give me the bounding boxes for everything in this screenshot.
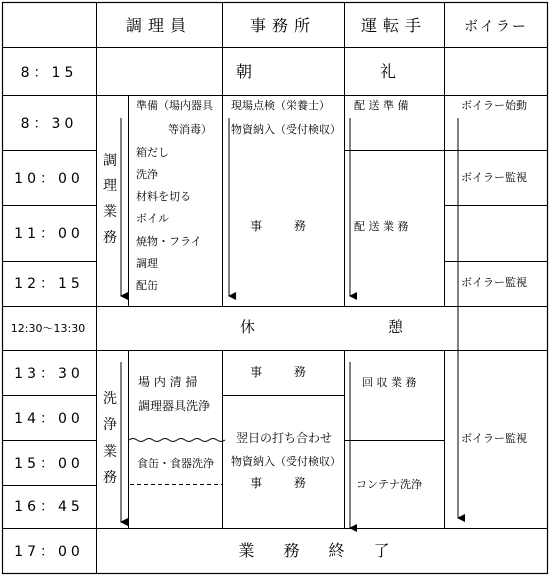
time-label: 14：00 — [14, 411, 84, 427]
header-cook: 調理員 — [125, 16, 193, 35]
cook-wash-label: 浄 — [103, 417, 117, 433]
cook-task: 準備（場内器具 — [136, 99, 213, 112]
morning-assembly-b: 礼 — [380, 62, 397, 81]
cook-wash-label: 務 — [103, 470, 117, 486]
driver-task: 回 収 業 務 — [362, 376, 417, 389]
cook-task: 調理 — [136, 257, 158, 270]
break-a: 休 — [240, 318, 256, 336]
time-label: 12：15 — [14, 276, 84, 292]
cook-task: 調理器具洗浄 — [138, 399, 211, 413]
driver-task: コンテナ洗浄 — [356, 478, 422, 491]
office-task: 事 務 — [250, 476, 320, 490]
time-label: 16：45 — [14, 499, 84, 515]
office-task: 事 務 — [250, 365, 320, 379]
driver-task: 配 送 準 備 — [354, 99, 409, 112]
driver-task: 配 送 業 務 — [354, 220, 409, 233]
cook-task: 配缶 — [136, 279, 158, 292]
cook-work-label: 務 — [103, 230, 117, 246]
cook-work-label: 業 — [103, 204, 117, 220]
time-label: 17：00 — [14, 544, 84, 560]
time-label: 8：15 — [20, 65, 78, 81]
office-task: 翌日の打ち合わせ — [235, 431, 333, 445]
cook-task: 食缶・食器洗浄 — [137, 457, 214, 470]
time-label: 13：30 — [14, 366, 84, 382]
time-label: 15：00 — [14, 456, 84, 472]
time-label: 8：30 — [20, 116, 78, 132]
work-end: 業 務 終 了 — [238, 541, 402, 560]
header-office: 事務所 — [249, 16, 317, 35]
header-boiler: ボイラー — [464, 19, 528, 35]
office-task: 物資納入（受付検収） — [231, 123, 341, 136]
cook-task: 材料を切る — [136, 190, 191, 203]
cook-wash-label: 洗 — [103, 391, 117, 407]
boiler-task: ボイラー監視 — [461, 171, 527, 184]
boiler-task: ボイラー始動 — [461, 99, 527, 112]
cook-work-label: 理 — [103, 178, 117, 194]
cook-task: 箱だし — [136, 146, 169, 159]
cook-task: 場 内 清 掃 — [138, 375, 198, 389]
cook-task: 等消毒） — [168, 123, 212, 136]
office-task: 現場点検（栄養士） — [231, 99, 330, 112]
cook-task: ボイル — [136, 212, 169, 225]
cook-work-label: 調 — [103, 153, 117, 169]
time-label: 11：00 — [14, 226, 84, 242]
cook-wash-label: 業 — [103, 444, 117, 460]
office-task: 事 務 — [250, 219, 320, 233]
cook-task: 洗浄 — [136, 168, 158, 181]
office-task: 物資納入（受付検収） — [231, 455, 341, 468]
time-label: 12:30～13:30 — [10, 322, 86, 335]
boiler-task: ボイラー監視 — [461, 276, 527, 289]
cook-task: 焼物・フライ — [136, 235, 202, 248]
break-b: 憩 — [388, 318, 404, 336]
morning-assembly-a: 朝 — [236, 62, 253, 81]
header-driver: 運転手 — [360, 16, 428, 35]
boiler-task: ボイラー監視 — [461, 432, 527, 445]
time-label: 10：00 — [14, 171, 84, 187]
